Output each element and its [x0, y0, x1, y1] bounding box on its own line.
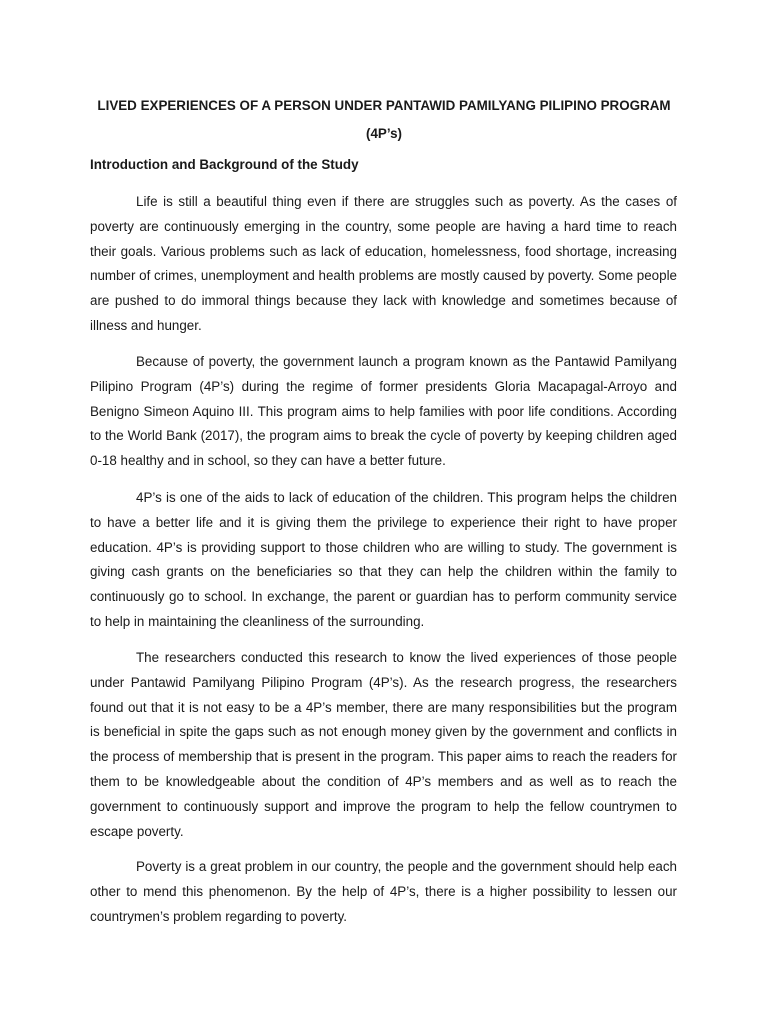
- body-paragraph-3: 4P’s is one of the aids to lack of education of the children. This program helps the children to have a better life and it is giving them the privilege to experience their right to have proper education. 4P’s is providing support to those children who are willing to study. The government is giving cash grants on the beneficiaries so that they can help the children within the family to continuously go to school. In exchange, the parent or guardian has to perform community service to help in maintaining the cleanliness of the surrounding.: [90, 490, 677, 629]
- body-paragraph-4: The researchers conducted this research to know the lived experiences of those people under Pantawid Pamilyang Pilipino Program (4P’s). As the research progress, the researchers found out that it is not easy to be a 4P’s member, there are many responsibilities but the program is beneficial in spite the gaps such as not enough money given by the government and conflicts in the process of membership that is present in the program. This paper aims to reach the readers for them to be knowledgeable about the condition of 4P’s members and as well as to reach the government to continuously support and improve the program to help the fellow countrymen to escape poverty.: [90, 650, 677, 839]
- section-heading: Introduction and Background of the Study: [90, 157, 359, 172]
- body-paragraph-1: Life is still a beautiful thing even if there are struggles such as poverty. As the cases of poverty are continuously emerging in the country, some people are having a hard time to reach their goals. Various problems such as lack of education, homelessness, food shortage, increasing number of crimes, unemployment and health problems are mostly caused by poverty. Some people are pushed to do immoral things because they lack with knowledge and sometimes because of illness and hunger.: [90, 194, 678, 333]
- body-paragraph-5: Poverty is a great problem in our country, the people and the government should help each other to mend this phenomenon. By the help of 4P’s, there is a higher possibility to lessen our countrymen’s problem regarding to poverty.: [90, 859, 677, 924]
- body-paragraph-2: Because of poverty, the government launch a program known as the Pantawid Pamilyang Pilipino Program (4P’s) during the regime of former presidents Gloria Macapagal-Arroyo and Benigno Simeon Aquino III. This program aims to help families with poor life conditions. According to the World Bank (2017), the program aims to break the cycle of poverty by keeping children aged 0-18 healthy and in school, so they can have a better future.: [90, 354, 677, 469]
- document-title: LIVED EXPERIENCES OF A PERSON UNDER PANTAWID PAMILYANG PILIPINO PROGRAM (4P’s): [97, 98, 671, 141]
